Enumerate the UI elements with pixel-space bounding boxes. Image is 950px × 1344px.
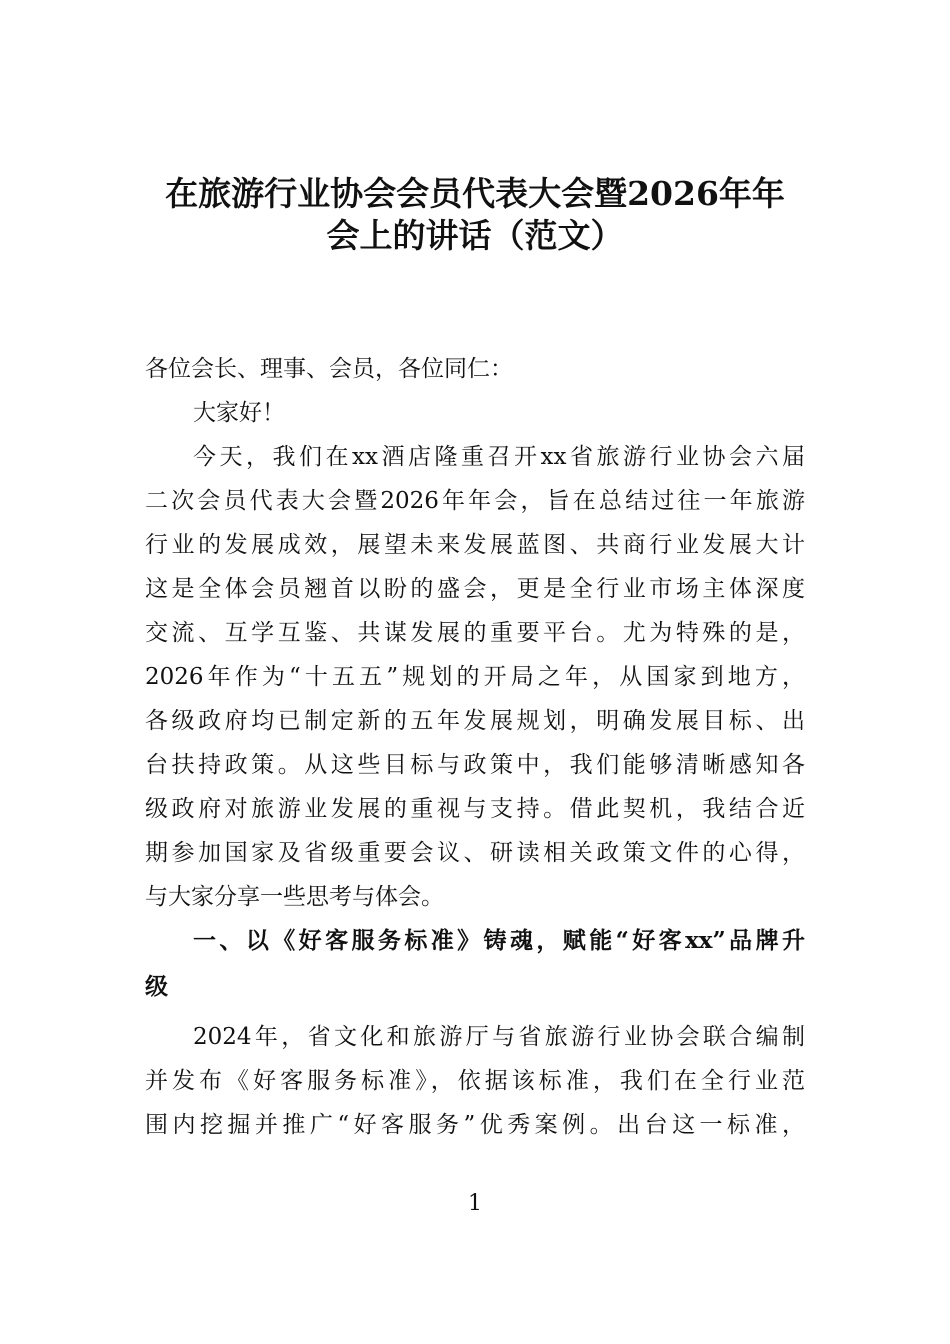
paragraph-line: 2024年，省文化和旅游厅与省旅游行业协会联合编制: [193, 1024, 805, 1050]
section-heading-line-2: 级: [145, 973, 168, 1000]
paragraph-line: 与大家分享一些思考与体会。: [145, 884, 444, 910]
paragraph-line: 这是全体会员翘首以盼的盛会，更是全行业市场主体深度: [145, 576, 805, 602]
page-number: 1: [468, 1191, 482, 1216]
paragraph-line: 二次会员代表大会暨2026年年会，旨在总结过往一年旅游: [145, 488, 805, 514]
paragraph-line: 期参加国家及省级重要会议、研读相关政策文件的心得，: [145, 840, 805, 866]
paragraph-line: 各级政府均已制定新的五年发展规划，明确发展目标、出: [145, 708, 805, 734]
salutation: 各位会长、理事、会员，各位同仁：: [145, 356, 513, 382]
section-heading-line-1: 一、以《好客服务标准》铸魂，赋能“好客xx”品牌升: [193, 927, 805, 954]
paragraph-line: 2026年作为“十五五”规划的开局之年，从国家到地方，: [145, 664, 805, 690]
document-title-line-2: 会上的讲话（范文）: [326, 216, 624, 255]
paragraph-line: 交流、互学互鉴、共谋发展的重要平台。尤为特殊的是，: [145, 620, 805, 646]
paragraph-line: 并发布《好客服务标准》，依据该标准，我们在全行业范: [145, 1068, 805, 1094]
paragraph-line: 今天，我们在xx酒店隆重召开xx省旅游行业协会六届: [193, 444, 805, 470]
paragraph-line: 围内挖掘并推广“好客服务”优秀案例。出台这一标准，: [145, 1112, 805, 1138]
paragraph-line: 级政府对旅游业发展的重视与支持。借此契机，我结合近: [145, 796, 805, 822]
greeting: 大家好！: [193, 400, 285, 426]
document-title-line-1: 在旅游行业协会会员代表大会暨2026年年: [165, 174, 785, 213]
paragraph-line: 行业的发展成效，展望未来发展蓝图、共商行业发展大计: [145, 532, 805, 558]
paragraph-line: 台扶持政策。从这些目标与政策中，我们能够清晰感知各: [145, 752, 805, 778]
